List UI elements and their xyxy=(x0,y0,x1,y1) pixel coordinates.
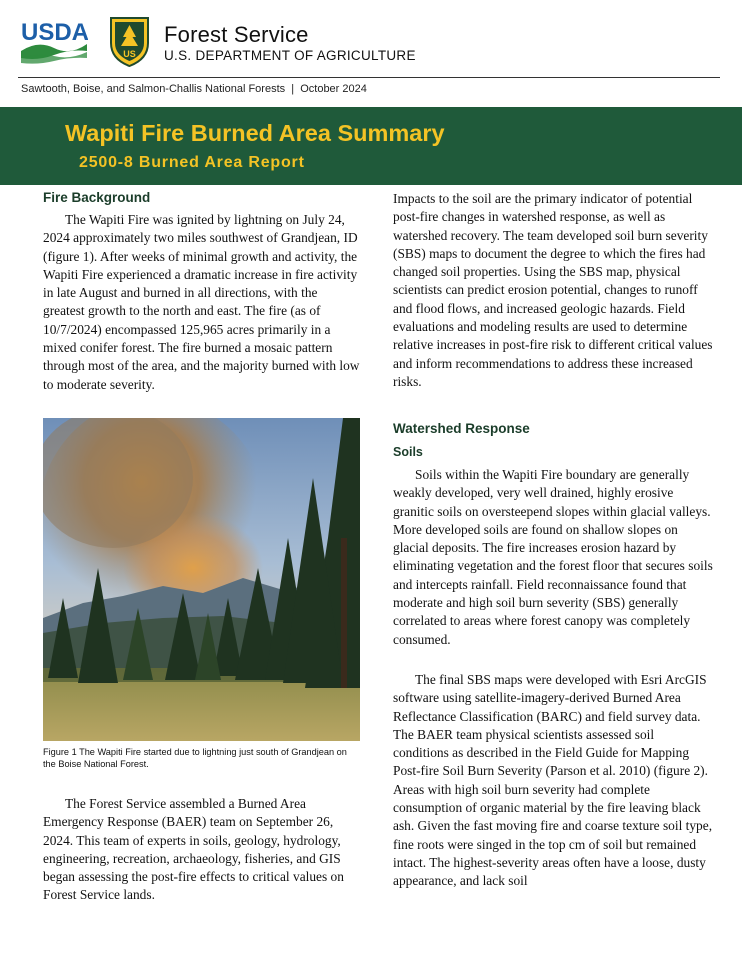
soils-heading: Soils xyxy=(393,445,423,459)
baer-team-paragraph: The Forest Service assembled a Burned Area Emergency Response (BAER) team on September 26, 2024. This team of experts in soils, geology, hydrology, engineering, recreation, archaeology, fisheries, and GIS began assessing the post-fire effects to critical values on Forest Service lands. xyxy=(43,796,344,903)
document-subtitle: 2500-8 Burned Area Report xyxy=(79,154,305,171)
department-name: U.S. DEPARTMENT OF AGRICULTURE xyxy=(164,48,416,63)
shield-logo-text: US xyxy=(123,49,136,59)
fire-background-heading: Fire Background xyxy=(43,190,151,205)
header-divider xyxy=(18,77,720,78)
soil-impacts-paragraph: Impacts to the soil are the primary indicator of potential post-fire changes in watershed response, as well as watershed recovery. The team developed soil burn severity (SBS) maps to document the degree to which the fires had changed soil properties. Using the SBS map, physical scientists can predict erosion potential, changes to runoff and flood flows, and increased geologic hazards. Field evaluations and modeling results are used to determine relative increases in post-fire risk to different critical values and inform recommendations to address these increased risks. xyxy=(393,191,713,389)
fire-background-paragraph: The Wapiti Fire was ignited by lightning on July 24, 2024 approximately two miles southwest of Grandjean, ID (figure 1). After weeks of minimal growth and activity, the Wapiti Fire experienced a dramatic increase in fire activity in late August and burned in all directions, with the greatest growth to the north and east. The fire (as of 10/7/2024) encompassed 125,965 acres primarily in a mixed conifer forest. The fire burned a mosaic pattern through most of the area, and the majority burned with low to moderate severity. xyxy=(43,212,360,392)
agency-name: Forest Service xyxy=(164,22,309,47)
byline: Sawtooth, Boise, and Salmon-Challis National Forests | October 2024 xyxy=(21,83,367,95)
wapiti-fire-photo xyxy=(43,418,360,741)
figure-1-caption: Figure 1 The Wapiti Fire started due to lightning just south of Grandjean on the Boise National Forest. xyxy=(43,747,347,769)
usda-logo-text: USDA xyxy=(21,19,88,46)
watershed-response-heading: Watershed Response xyxy=(393,421,530,436)
sbs-maps-paragraph: The final SBS maps were developed with Esri ArcGIS software using satellite-imagery-derived Burned Area Reflectance Classification (BARC) and field survey data. The BAER team physical scientists assessed soil conditions as described in the Field Guide for Mapping Post-fire Soil Burn Severity (Parson et al. 2010) (figure 2). Areas with high soil burn severity had complete consumption of organic material by the fire leaving black ash. Given the fast moving fire and coarse texture soil type, fine roots were singed in the top cm of soil but remained intact. The highest-severity areas often have a loose, dusty appearance, and lack soil xyxy=(393,672,713,889)
soils-paragraph: Soils within the Wapiti Fire boundary are generally weakly developed, very well drained, highly erosive granitic soils on oversteepend slopes within glacial valleys. More developed soils are found on shallow slopes on glacial deposits. The fire increases erosion hazard by eliminating vegetation and the forest floor that secures soils and intercepts rainfall. Field reconnaissance found that moderate and high soil burn severity (SBS) generally correlated to areas where forest canopy was completely consumed. xyxy=(393,467,713,647)
document-title: Wapiti Fire Burned Area Summary xyxy=(65,120,445,146)
forest-service-shield-logo xyxy=(107,15,152,67)
usda-logo xyxy=(20,18,88,64)
